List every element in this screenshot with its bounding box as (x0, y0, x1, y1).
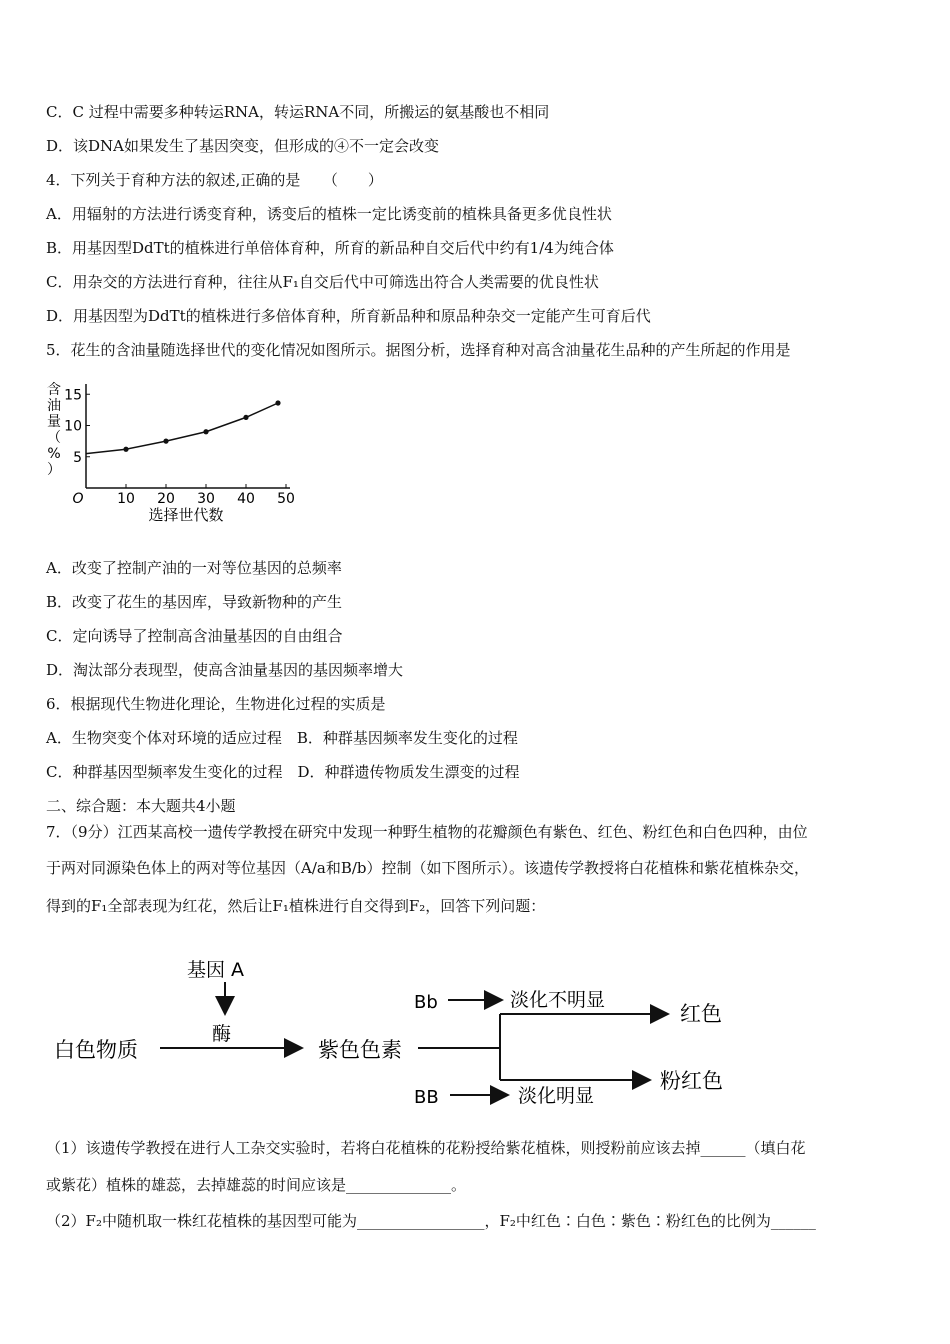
y-axis-label-char: 含 (47, 382, 61, 398)
y-tick-label: 15 (64, 387, 82, 404)
x-tick-label: 10 (117, 491, 135, 507)
question-7-part2: （2）F₂中随机取一株红花植株的基因型可能为_________________，F₂中红色∶白色∶紫色∶粉红色的比例为______ (46, 1212, 816, 1230)
x-tick-label: 30 (197, 491, 215, 507)
y-tick-label: 10 (64, 418, 82, 435)
y-tick-label: 5 (73, 449, 82, 466)
y-axis-label-char: % (47, 446, 61, 462)
question-7-part1-line1: （1）该遗传学教授在进行人工杂交实验时，若将白花植株的花粉授给紫花植株，则授粉前应该去掉______（填白花 (46, 1139, 806, 1157)
data-point (203, 429, 208, 434)
y-axis-label-char: ） (47, 462, 61, 478)
option-4a: A．用辐射的方法进行诱变育种，诱变后的植株一定比诱变前的植株具备更多优良性状 (46, 205, 612, 223)
line-c-q3: C．C 过程中需要多种转运RNA，转运RNA不同，所搬运的氨基酸也不相同 (46, 103, 550, 121)
data-point (243, 415, 248, 420)
gene-a-label: 基因 A (187, 959, 245, 981)
section-2-heading: 二、综合题：本大题共4小题 (46, 797, 236, 815)
x-tick-label: 50 (277, 491, 295, 507)
option-5d: D．淘汰部分表现型，使高含油量基因的基因频率增大 (46, 661, 404, 679)
option-4d: D．用基因型为DdTt的植株进行多倍体育种，所育新品种和原品种杂交一定能产生可育后代 (46, 307, 651, 325)
x-tick-label: 40 (237, 491, 255, 507)
question-4: 4．下列关于育种方法的叙述,正确的是 （ ） (46, 171, 383, 189)
x-tick-label: O (72, 491, 84, 507)
option-5a: A．改变了控制产油的一对等位基因的总频率 (46, 559, 342, 577)
oil-content-line (86, 403, 278, 454)
bb-upper-label: Bb (414, 992, 438, 1013)
line-d-q3: D．该DNA如果发生了基因突变，但形成的④不一定会改变 (46, 137, 440, 155)
option-6cd: C．种群基因型频率发生变化的过程 D．种群遗传物质发生漂变的过程 (46, 763, 520, 781)
option-5c: C．定向诱导了控制高含油量基因的自由组合 (46, 627, 343, 645)
x-axis-label: 选择世代数 (148, 506, 224, 524)
chart-marks (86, 400, 281, 453)
faint-obvious-label: 淡化明显 (518, 1085, 595, 1107)
option-4b: B．用基因型DdTt的植株进行单倍体育种，所育的新品种自交后代中约有1/4为纯合体 (46, 239, 614, 257)
chart-axes (47, 382, 295, 524)
question-7-line2: 于两对同源染色体上的两对等位基因（A/a和B/b）控制（如下图所示）。该遗传学教授将白花植株和紫花植株杂交， (46, 859, 810, 877)
white-substance-label: 白色物质 (54, 1038, 138, 1062)
enzyme-label: 酶 (212, 1023, 232, 1045)
question-7-line1: 7．（9分）江西某高校一遗传学教授在研究中发现一种野生植物的花瓣颜色有紫色、红色、粉红色和白色四种，由位 (46, 823, 808, 841)
y-axis-label-char: 油 (47, 398, 61, 414)
question-7-line3: 得到的F₁全部表现为红花，然后让F₁植株进行自交得到F₂，回答下列问题： (46, 897, 546, 915)
option-4c: C．用杂交的方法进行育种，往往从F₁自交后代中可筛选出符合人类需要的优良性状 (46, 273, 599, 291)
question-5: 5．花生的含油量随选择世代的变化情况如图所示。据图分析，选择育种对高含油量花生品种的产生所起的作用是 (46, 341, 791, 359)
flower-color-pathway-diagram (40, 950, 760, 1120)
oil-content-chart (40, 378, 300, 528)
y-axis-label-char: 量 (47, 414, 61, 430)
data-point (163, 439, 168, 444)
y-axis-label-char: （ (47, 430, 61, 446)
option-5b: B．改变了花生的基因库，导致新物种的产生 (46, 593, 343, 611)
purple-pigment-label: 紫色色素 (318, 1038, 402, 1062)
option-6ab: A．生物突变个体对环境的适应过程 B．种群基因频率发生变化的过程 (46, 729, 518, 747)
pink-label: 粉红色 (660, 1069, 723, 1093)
question-6: 6．根据现代生物进化理论，生物进化过程的实质是 (46, 695, 386, 713)
red-label: 红色 (680, 1002, 722, 1026)
x-tick-label: 20 (157, 491, 175, 507)
question-7-part1-line2: 或紫花）植株的雄蕊，去掉雄蕊的时间应该是______________。 (46, 1176, 467, 1194)
bb-lower-label: BB (414, 1087, 439, 1108)
data-point (275, 400, 280, 405)
faint-not-obvious-label: 淡化不明显 (510, 989, 606, 1011)
data-point (123, 447, 128, 452)
